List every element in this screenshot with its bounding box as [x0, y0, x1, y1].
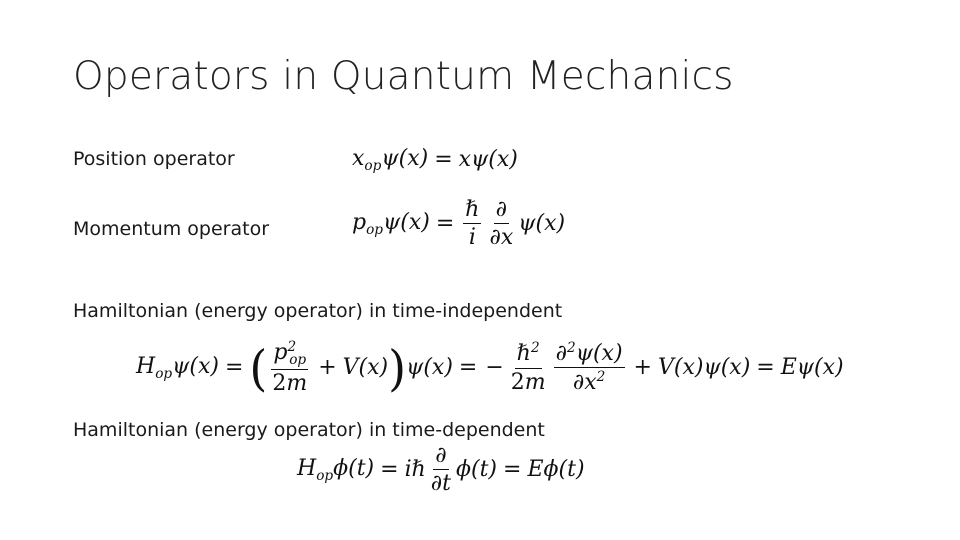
slide-title: Operators in Quantum Mechanics	[73, 54, 734, 99]
partial-t-fraction: $\frac{\partial}{\partial t}$	[430, 443, 452, 497]
partial-x-fraction: $\frac{\partial}{\partial x}$	[489, 197, 514, 251]
hbar-squared-over-2m-fraction: $\frac{\hbar^2}{2m}$	[510, 340, 546, 395]
hamiltonian-time-dependent-equation: $H_{op}\phi(t)$ = iℏ $\frac{\partial}{\partial t}$ ϕ(t) = Eϕ(t)	[297, 443, 585, 497]
position-operator-equation: $x_{op}\psi(x)$ = xψ(x)	[352, 146, 518, 174]
position-operator-label: Position operator	[73, 148, 235, 170]
second-derivative-fraction: $\frac{\partial^2\psi(x)}{\partial x^2}$	[555, 339, 623, 396]
hamiltonian-time-independent-equation: $H_{op}\psi(x)$ = ( $\frac{p^2_{op}}{2m}$ + V(x) ) ψ(x) = − $\frac{\hbar^2}{2m}$ $\frac{\partial^2\psi(x)}{\partial x^2}$ + V(x)ψ(x) = Eψ(x)	[136, 339, 844, 397]
hamiltonian-time-independent-label: Hamiltonian (energy operator) in time-independent	[73, 300, 563, 322]
hbar-over-i-fraction: $\frac{\text{ℏ}}{i}$	[465, 197, 480, 251]
kinetic-term-fraction: $\frac{p^2_{op}}{2m}$	[272, 339, 308, 397]
hamiltonian-time-dependent-label: Hamiltonian (energy operator) in time-dependent	[73, 419, 545, 441]
momentum-operator-equation: $p_{op}\psi(x)$ = $\frac{\text{ℏ}}{i}$ $\frac{\partial}{\partial x}$ ψ(x)	[352, 197, 566, 251]
momentum-operator-label: Momentum operator	[73, 218, 270, 240]
